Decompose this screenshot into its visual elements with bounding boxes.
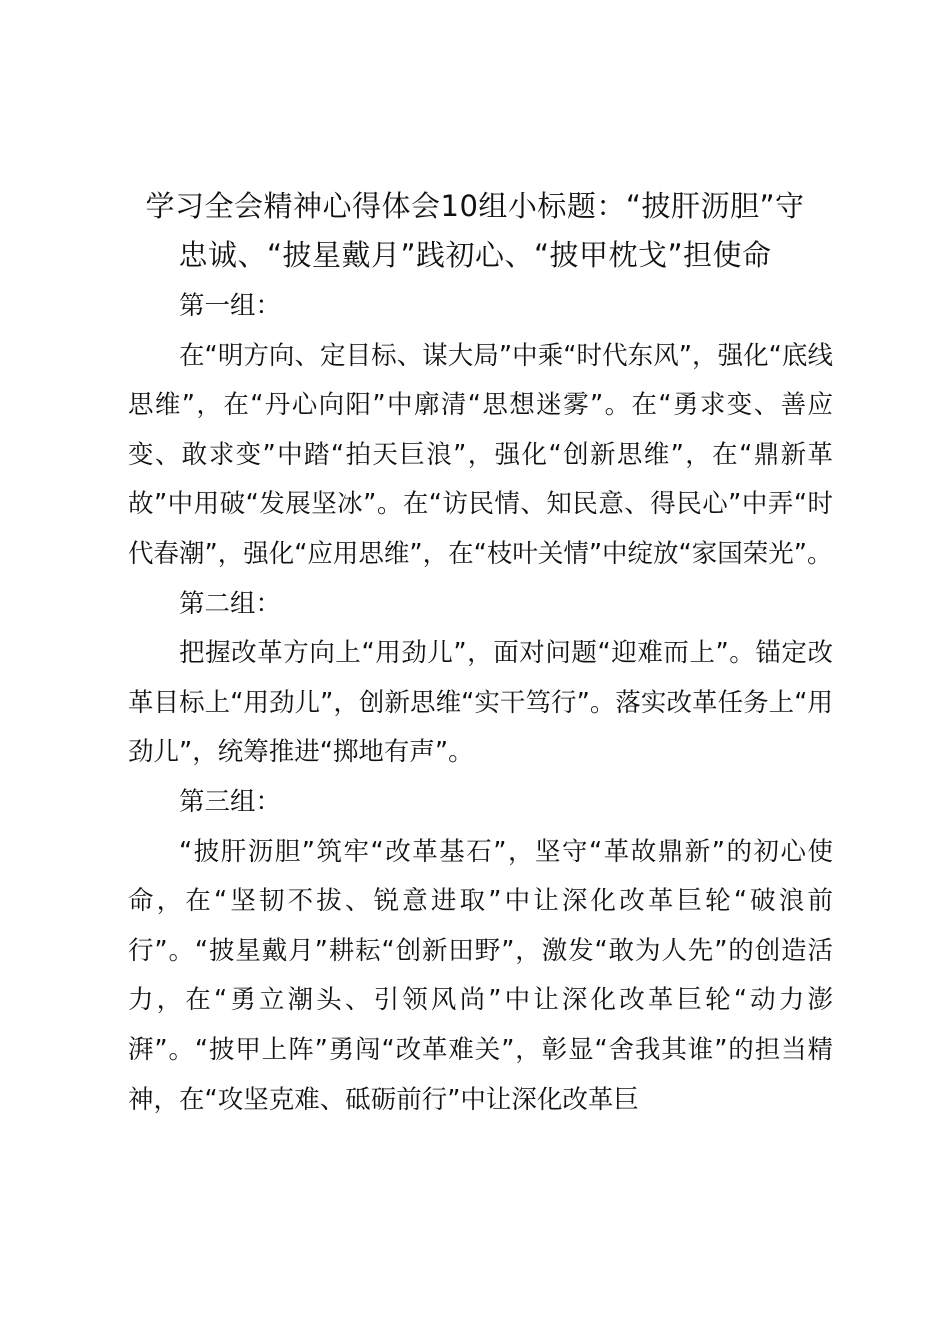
- group-paragraph-2: 把握改革方向上“用劲儿”，面对问题“迎难而上”。锚定改革目标上“用劲儿”，创新思维“实干笃行”。落实改革任务上“用劲儿”，统筹推进“掷地有声”。: [128, 638, 833, 768]
- document-body: [128, 282, 833, 1125]
- group-heading-3: 第三组：: [179, 786, 282, 817]
- document-title: [120, 182, 830, 280]
- group-heading-1: 第一组：: [179, 291, 282, 321]
- title-line-1: 学习全会精神心得体会10组小标题：“披肝沥胆”守: [145, 189, 805, 223]
- group-heading-2: 第二组：: [179, 588, 282, 619]
- group-paragraph-1: 在“明方向、定目标、谋大局”中乘“时代东风”，强化“底线思维”，在“丹心向阳”中廓清“思想迷雾”。在“勇求变、善应变、敢求变”中踏“拍天巨浪”，强化“创新思维”，在“鼎新革故”中用破“发展坚冰”。在“访民情、知民意、得民心”中弄“时代春潮”，强化“应用思维”，在“枝叶关情”中绽放“家国荣光”。: [128, 340, 833, 569]
- title-line-2: 忠诚、“披星戴月”践初心、“披甲枕戈”担使命: [178, 238, 772, 272]
- group-paragraph-3: “披肝沥胆”筑牢“改革基石”，坚守“革故鼎新”的初心使命，在“坚韧不拔、锐意进取”中让深化改革巨轮“破浪前行”。“披星戴月”耕耘“创新田野”，激发“敢为人先”的创造活力，在“勇立潮头、引领风尚”中让深化改革巨轮“动力澎湃”。“披甲上阵”勇闯“改革难关”，彰显“舍我其谁”的担当精神，在“攻坚克难、砥砺前行”中让深化改革巨: [128, 836, 833, 1115]
